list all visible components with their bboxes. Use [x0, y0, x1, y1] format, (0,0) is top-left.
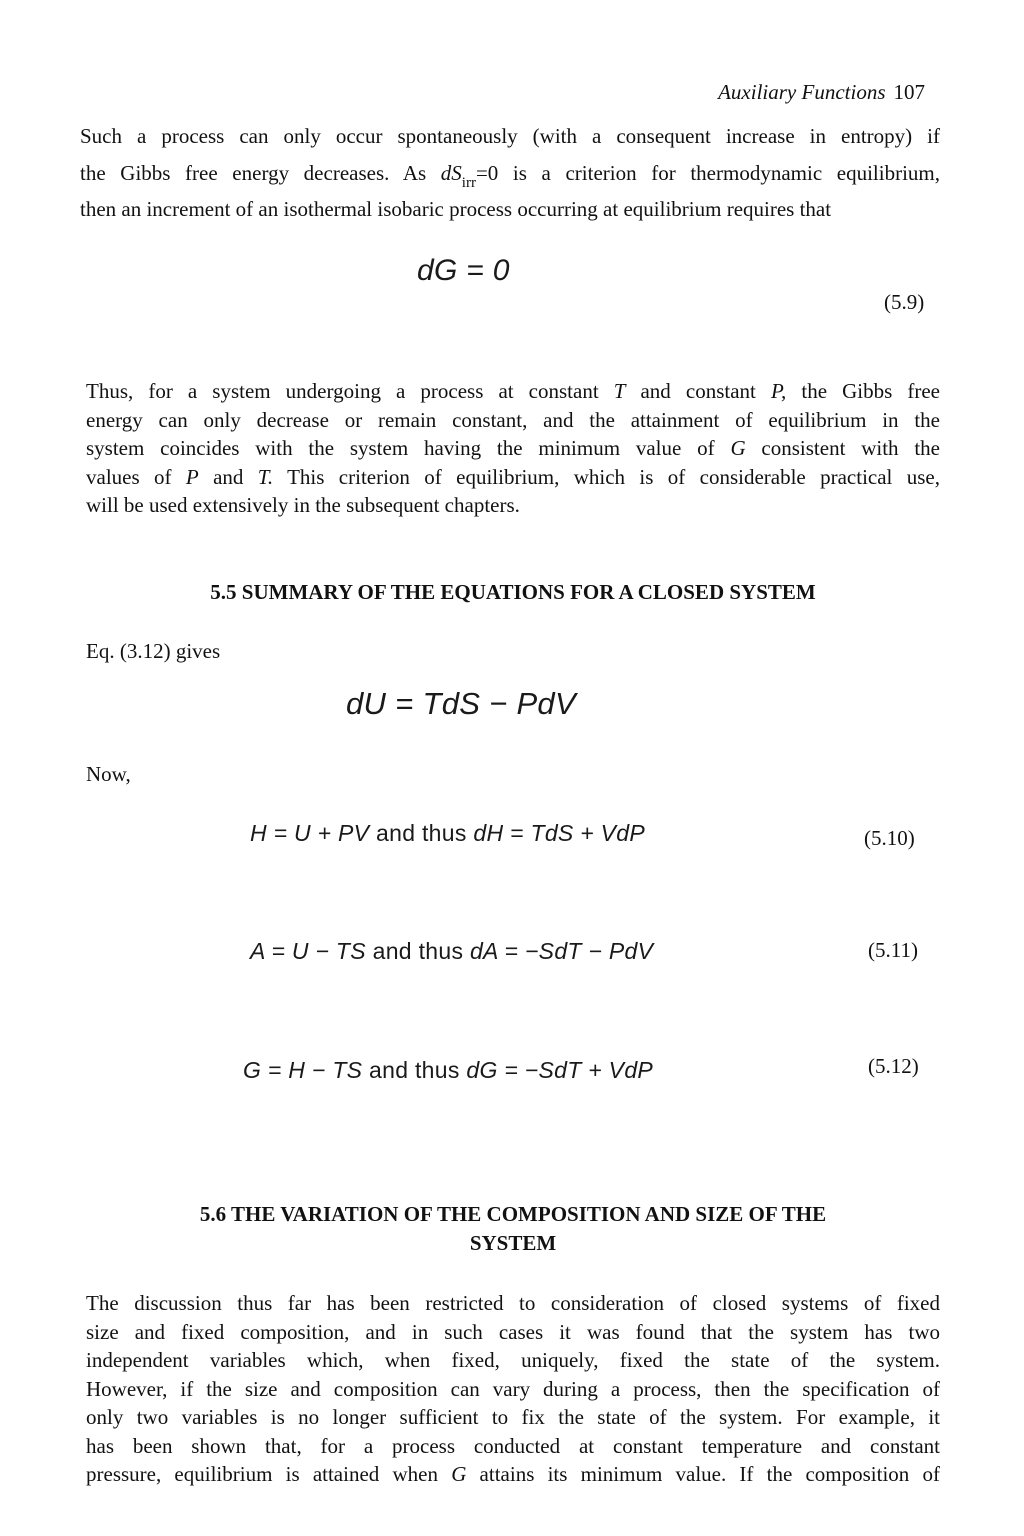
section-heading-5-5: 5.5 SUMMARY OF THE EQUATIONS FOR A CLOSED SYSTEM — [210, 580, 816, 604]
text-line: the Gibbs free energy decreases. As $dS_{irr}=0$ is a criterion for thermodynamic equilibrium, — [80, 160, 940, 191]
paragraph-equilibrium-criterion — [86, 377, 940, 520]
running-header — [718, 80, 925, 105]
equation-5-12: G = H − TS and thus dG = −SdT + VdP — [243, 1057, 654, 1083]
text-line: system coincides with the system having the minimum value of G consistent with the — [86, 436, 940, 460]
heading-line: SYSTEM — [469, 1231, 557, 1255]
equation-5-11: A = U − TS and thus dA = −SdT − PdV — [250, 938, 654, 964]
text-line: then an increment of an isothermal isobaric process occurring at equilibrium requires that — [80, 197, 832, 221]
text-line: Thus, for a system undergoing a process at constant T and constant P, the Gibbs free — [86, 379, 940, 403]
variable-dS: dS — [440, 160, 462, 185]
equation-number-5-9: (5.9) — [884, 290, 925, 314]
subscript-irr: irr — [461, 174, 476, 191]
heading-line: 5.6 THE VARIATION OF THE COMPOSITION AND SIZE OF THE — [199, 1202, 827, 1226]
text-line: will be used extensively in the subsequent chapters. — [86, 493, 520, 517]
equation-number-5-12: (5.12) — [868, 1054, 919, 1078]
text-line: only two variables is no longer sufficient to fix the state of the system. For example, it — [86, 1405, 940, 1429]
text-line: Such a process can only occur spontaneously (with a consequent increase in entropy) if — [80, 124, 940, 148]
text-line: values of P and T. This criterion of equilibrium, which is of considerable practical use, — [86, 464, 940, 489]
text-line: has been shown that, for a process conducted at constant temperature and constant — [86, 1433, 940, 1458]
paragraph-gibbs-spontaneity — [80, 118, 940, 228]
section-heading-5-6 — [86, 1200, 940, 1258]
eq-intro-text: Eq. (3.12) gives — [86, 639, 221, 663]
running-title: Auxiliary Functions — [718, 80, 886, 104]
equation-number-5-11: (5.11) — [868, 938, 918, 962]
text-line: size and fixed composition, and in such cases it was found that the system has two — [86, 1319, 940, 1344]
text-line: energy can only decrease or remain constant, and the attainment of equilibrium in the — [86, 407, 940, 432]
text-line: The discussion thus far has been restricted to consideration of closed systems of fixed — [86, 1291, 940, 1315]
now-text: Now, — [86, 762, 131, 786]
text-line: However, if the size and composition can vary during a process, then the specification of — [86, 1376, 940, 1401]
equation-dU: dU = TdS − PdV — [346, 686, 576, 721]
equation-5-10: H = U + PV and thus dH = TdS + VdP — [250, 820, 646, 846]
text-line: pressure, equilibrium is attained when G attains its minimum value. If the composition of — [86, 1462, 940, 1486]
text-line: independent variables which, when fixed, uniquely, fixed the state of the system. — [86, 1348, 940, 1372]
paragraph-open-systems — [86, 1289, 940, 1489]
equation-5-9: dG = 0 — [417, 254, 510, 287]
page-number: 107 — [893, 80, 925, 104]
equation-number-5-10: (5.10) — [864, 826, 915, 850]
